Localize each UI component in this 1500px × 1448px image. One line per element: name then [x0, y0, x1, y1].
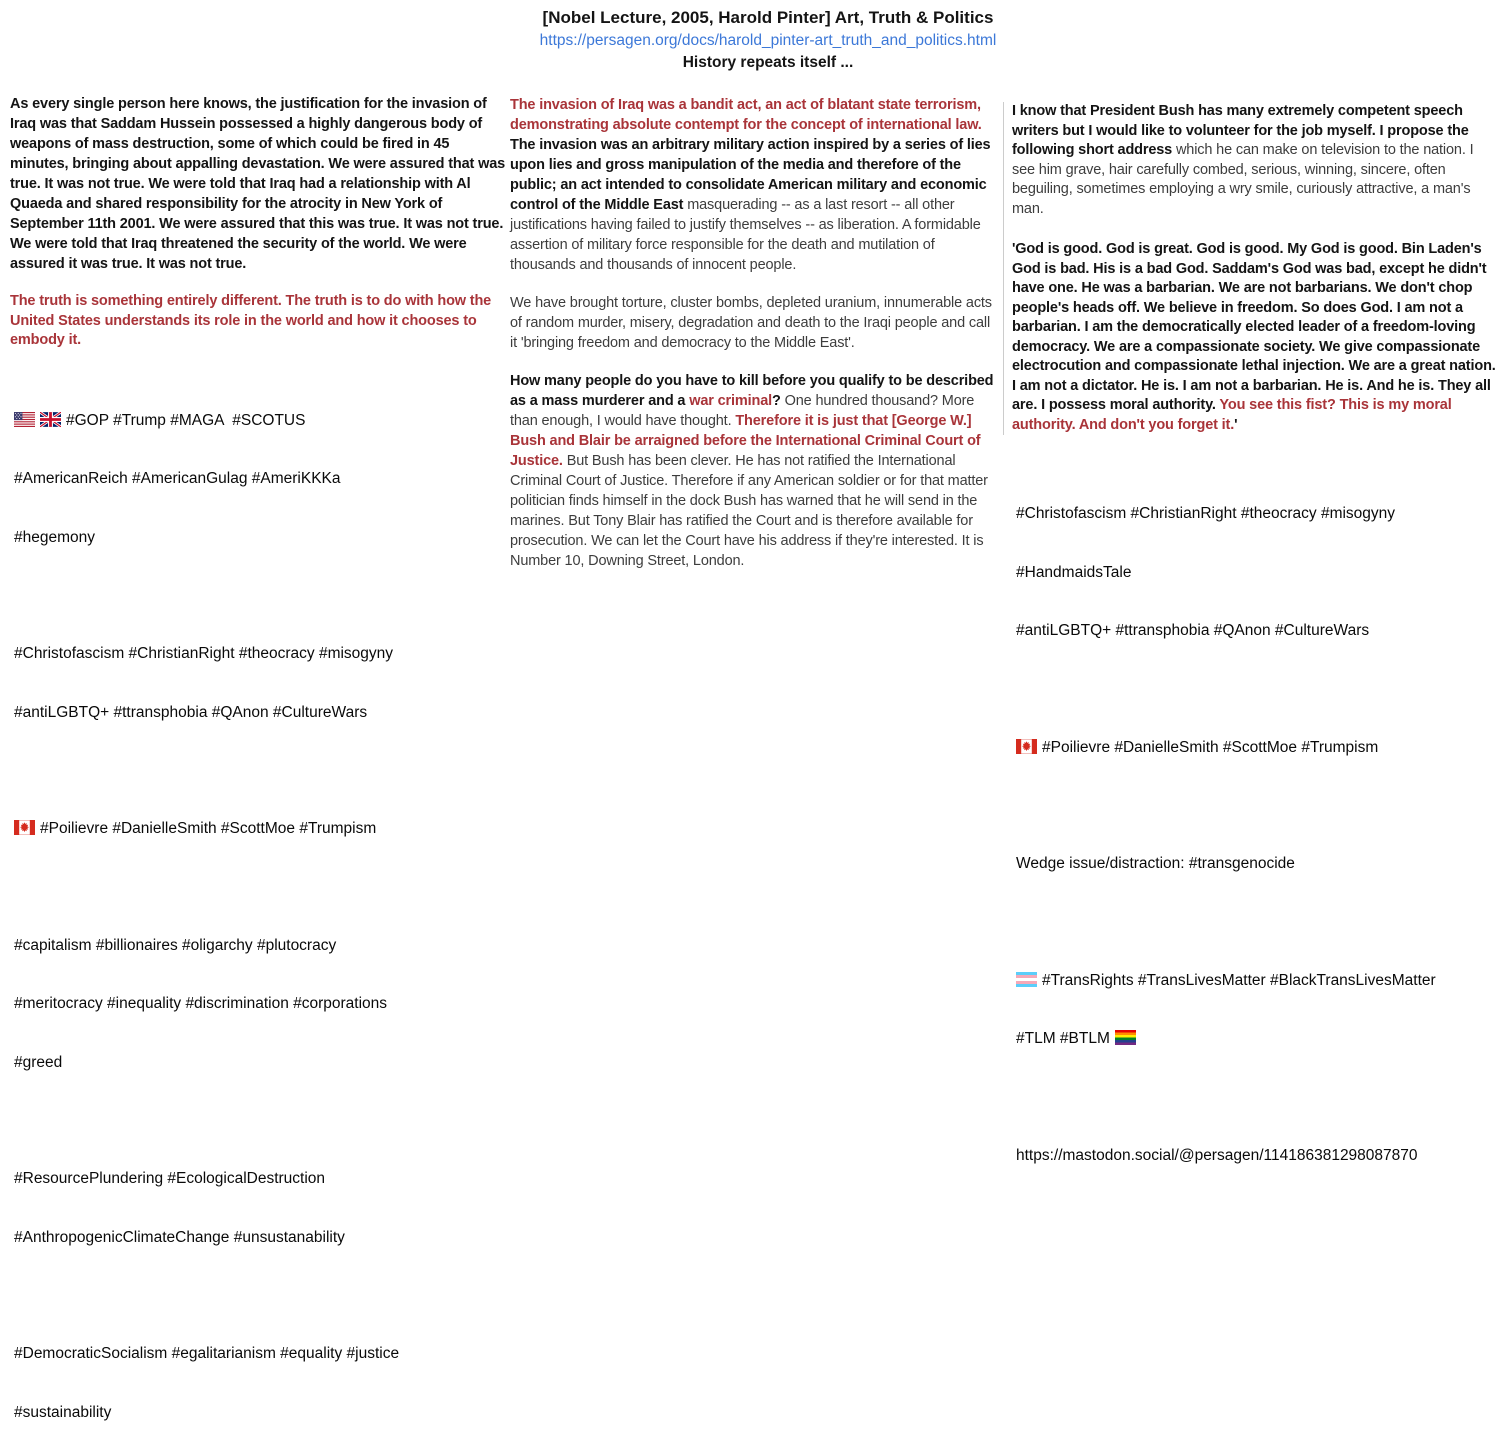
- canada-flag-icon: [1016, 739, 1037, 754]
- paragraph-torture: [510, 293, 1000, 353]
- tag-line: [14, 644, 507, 664]
- tag-line: [14, 469, 507, 489]
- paragraph-text-red: Therefore it is just that [George W.] Bush and Blair be arraigned before the International Criminal Court of Justice.: [510, 413, 981, 469]
- tag-block-capitalism: [14, 897, 507, 1112]
- paragraph-the-truth: [10, 292, 507, 351]
- tag-text: #Poilievre #DanielleSmith #ScottMoe #Trumpism: [40, 820, 377, 837]
- page-title: [Nobel Lecture, 2005, Harold Pinter] Art, Truth & Politics: [542, 8, 994, 27]
- tag-line: [14, 411, 507, 431]
- tag-text: #capitalism #billionaires #oligarchy #plutocracy: [14, 936, 337, 954]
- tag-text: #AnthropogenicClimateChange #unsustanability: [14, 1228, 345, 1246]
- paragraph-text: The truth is something entirely different. The truth is to do with how the United States understands its role in the world and how it chooses to embody it.: [10, 293, 492, 348]
- bush-speech-quote: [1003, 102, 1496, 435]
- tag-line: [14, 936, 507, 956]
- tag-line: [1016, 971, 1496, 991]
- paragraph-text-red: war criminal: [689, 393, 773, 409]
- tag-text: #DemocraticSocialism #egalitarianism #equality #justice: [14, 1345, 400, 1362]
- tag-text: #GOP #Trump #MAGA #SCOTUS: [66, 411, 306, 429]
- tag-text: Wedge issue/distraction: #transgenocide: [1016, 855, 1295, 872]
- tag-line: [14, 1169, 507, 1189]
- tag-block-christofascism: [14, 605, 507, 761]
- paragraph-invasion-justification: [10, 94, 507, 274]
- paragraph-war-criminal: [510, 371, 1000, 571]
- paragraph-text-bold: The invasion was an arbitrary military action inspired by a series of lies upon lies and gross manipulation of the media and therefore of the public; an act intended to consolidate American military and economic control of the Middle East: [510, 137, 991, 213]
- right-column: [1012, 102, 1496, 1223]
- paragraph-god-is-good: [1012, 240, 1496, 435]
- tag-line: [1016, 1029, 1496, 1049]
- paragraph-text: which he can make on television to the nation. I see him grave, hair carefully combed, serious, winning, sincere, often beguiling, sometimes employing a wry smile, curiously attractive, a man's man.: [1012, 142, 1474, 217]
- tag-line: [14, 1344, 507, 1364]
- tag-line: [14, 1403, 507, 1423]
- tag-block-canada: [14, 780, 507, 878]
- left-column: [10, 94, 507, 1448]
- paragraph-bandit-act: [510, 95, 1000, 275]
- wedge-issue-line: [1016, 815, 1496, 913]
- tag-text: #ResourcePlundering #EcologicalDestruction: [14, 1170, 326, 1187]
- paragraph-text-red: You see this fist? This is my moral authority. And don't you forget it.: [1012, 397, 1452, 433]
- page-subtitle: History repeats itself ...: [682, 54, 854, 71]
- paragraph-text-bold: I know that President Bush has many extremely competent speech writers but I would like to volunteer for the job myself. I propose the following short address: [1012, 103, 1469, 158]
- tag-line: [1016, 1146, 1496, 1166]
- tag-line: [14, 1228, 507, 1248]
- tag-line: [14, 994, 507, 1014]
- tag-text: #hegemony: [14, 528, 96, 546]
- paragraph-text: But Bush has been clever. He has not ratified the International Criminal Court of Justice. Therefore if any American soldier or for that matter politician finds himself in the dock Bush has warned that he will send in the marines. But Tony Blair has ratified the Court and is therefore available for prosecution. We can let the Court have his address if they're interested. It is Number 10, Downing Street, London.: [510, 453, 988, 569]
- mastodon-url-line: [1016, 1107, 1496, 1205]
- paragraph-text: As every single person here knows, the justification for the invasion of Iraq was that Saddam Hussein possessed a highly dangerous body of weapons of mass destruction, some of which could be fired in 45 minutes, bringing about appalling devastation. We were assured that was true. It was not true. We were told that Iraq had a relationship with Al Quaeda and shared responsibility for the atrocity in New York of September 11th 2001. We were assured that this was true. It was not true. We were told that Iraq threatened the security of the world. We were assured it was true. It was not true.: [10, 96, 506, 272]
- tag-block-trans-rights: [1016, 932, 1496, 1088]
- page-header: [36, 6, 1500, 74]
- tag-text: #TLM #BTLM: [1016, 1030, 1110, 1047]
- tag-line: [14, 703, 507, 723]
- tag-text: #greed: [14, 1053, 63, 1071]
- tag-text: #Christofascism #ChristianRight #theocracy #misogyny: [1016, 505, 1396, 522]
- tag-text: #Poilievre #DanielleSmith #ScottMoe #Trumpism: [1042, 738, 1379, 756]
- tag-line: [1016, 621, 1496, 641]
- us-flag-icon: [14, 412, 35, 427]
- tag-text: #antiLGBTQ+ #ttransphobia #QAnon #CultureWars: [14, 703, 368, 721]
- tag-text: #antiLGBTQ+ #ttransphobia #QAnon #CultureWars: [1016, 622, 1370, 639]
- tag-text: #sustainability: [14, 1403, 112, 1421]
- tag-line: [1016, 854, 1496, 874]
- tag-block-christofascism-right: [1016, 465, 1496, 680]
- rainbow-flag-icon: [1115, 1030, 1136, 1045]
- tag-text: #HandmaidsTale: [1016, 563, 1132, 581]
- tag-block-democratic-socialism: [14, 1305, 507, 1448]
- paragraph-text-bold: 'God is good. God is great. God is good. My God is good. Bin Laden's God is bad. His is a bad God. Saddam's God was bad, except he didn't have one. He was a barbarian. We are not barbarians. We don't chop people's heads off. We believe in freedom. So does God. I am not a barbarian. I am the democratically elected leader of a freedom-loving democracy. We are a compassionate society. We give compassionate electrocution and compassionate lethal injection. We are a great nation. I am not a dictator. He is. I am not a barbarian. He is. And he is. They all are. I possess moral authority.: [1012, 241, 1496, 413]
- paragraph-text: We have brought torture, cluster bombs, depleted uranium, innumerable acts of random murder, misery, degradation and death to the Iraqi people and call it 'bringing freedom and democracy to the Middle East'.: [510, 295, 992, 351]
- paragraph-text: One hundred thousand? More than enough, I would have thought.: [510, 393, 975, 429]
- tag-block-resource-plundering: [14, 1130, 507, 1286]
- tag-block-canada-right: [1016, 699, 1496, 797]
- uk-flag-icon: [40, 412, 61, 427]
- paragraph-text-red: The invasion of Iraq was a bandit act, an act of blatant state terrorism, demonstrating absolute contempt for the concept of international law.: [510, 97, 982, 133]
- middle-column: [510, 95, 1000, 589]
- paragraph-text: masquerading -- as a last resort -- all other justifications having failed to justify themselves -- as liberation. A formidable assertion of military force responsible for the death and mutilation of thousands and thousands of innocent people.: [510, 197, 981, 273]
- paragraph-text-bold: How many people do you have to kill before you qualify to be described as a mass murderer and a: [510, 373, 994, 409]
- mastodon-url-text: https://mastodon.social/@persagen/114186381298087870: [1016, 1146, 1418, 1164]
- transgender-flag-icon: [1016, 972, 1037, 987]
- source-link[interactable]: https://persagen.org/docs/harold_pinter-art_truth_and_politics.html: [539, 32, 997, 49]
- canada-flag-icon: [14, 820, 35, 835]
- tag-line: [1016, 738, 1496, 758]
- tag-line: [1016, 504, 1496, 524]
- tag-line: [14, 1053, 507, 1073]
- tag-text: #Christofascism #ChristianRight #theocracy #misogyny: [14, 645, 394, 662]
- tag-line: [1016, 563, 1496, 583]
- paragraph-speech-writers: [1012, 102, 1496, 219]
- tag-text: #meritocracy #inequality #discrimination #corporations: [14, 995, 388, 1012]
- tag-line: [14, 819, 507, 839]
- paragraph-text-bold: ?: [772, 393, 781, 409]
- tag-line: [14, 528, 507, 548]
- tag-text: #AmericanReich #AmericanGulag #AmeriKKKa: [14, 470, 341, 487]
- tag-block-us-politics: [14, 372, 507, 587]
- tag-text: #TransRights #TransLivesMatter #BlackTransLivesMatter: [1042, 971, 1436, 989]
- paragraph-text-bold: ': [1234, 416, 1238, 433]
